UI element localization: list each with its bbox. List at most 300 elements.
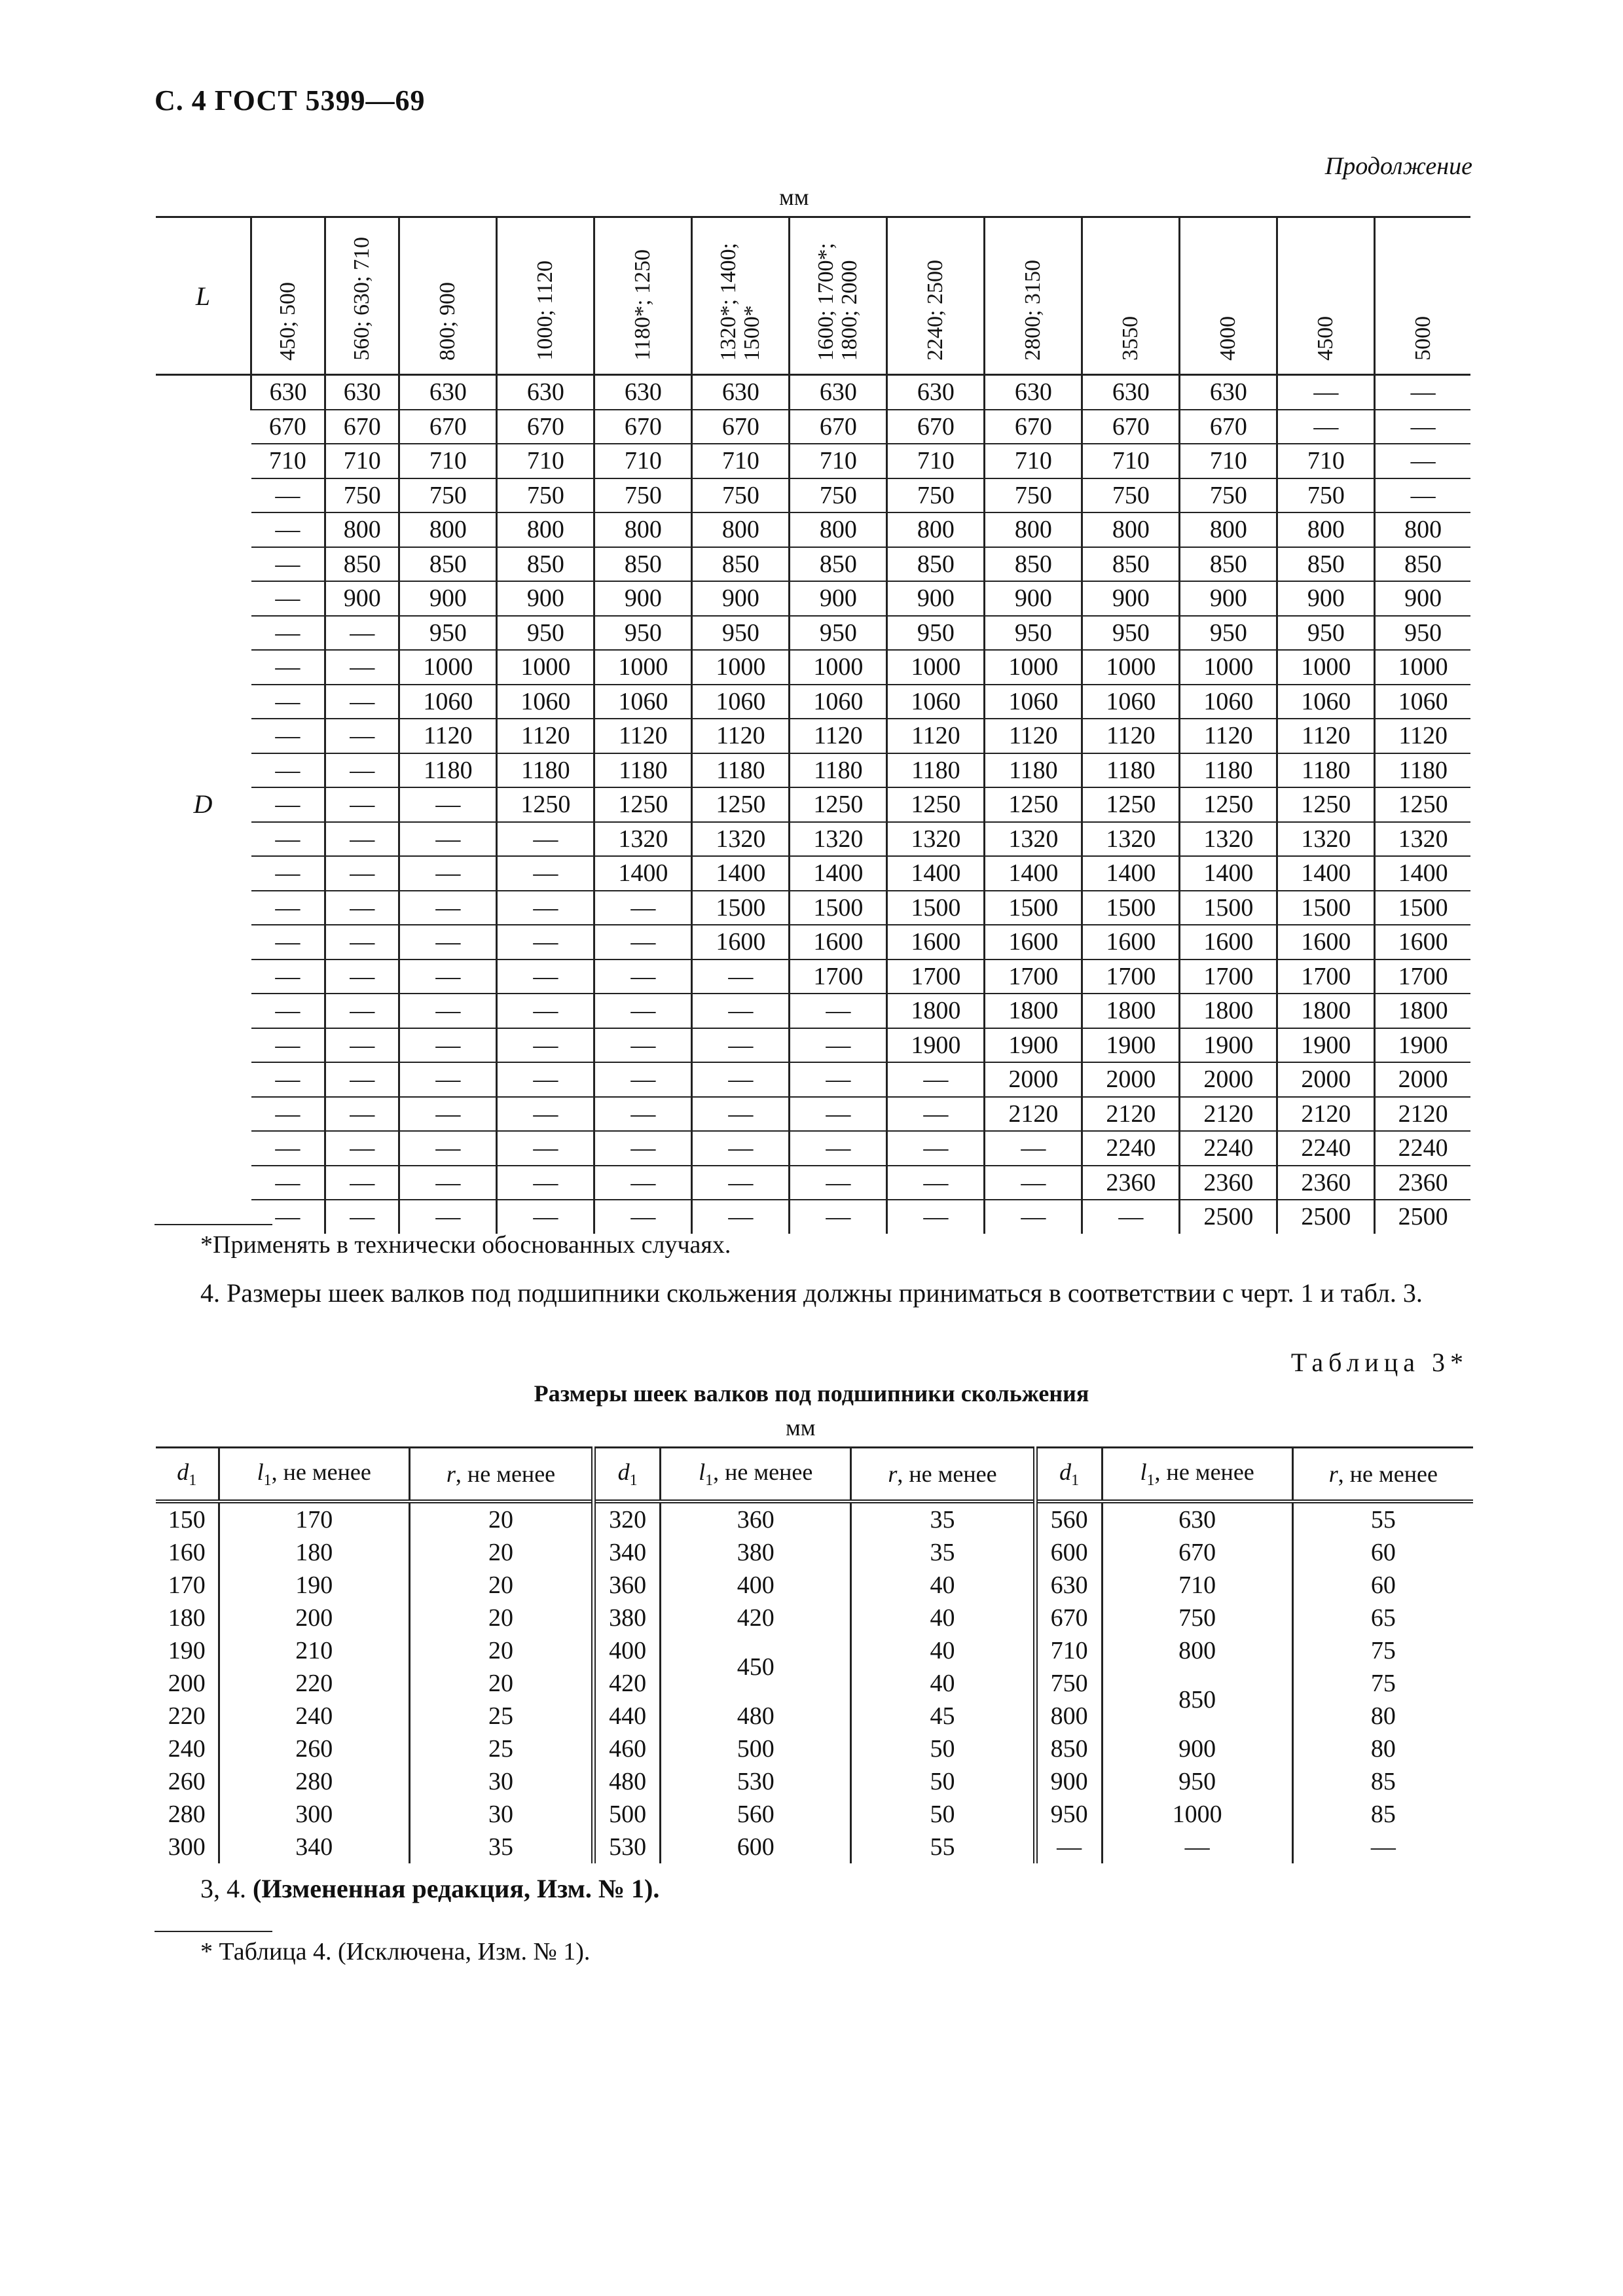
table-row bbox=[156, 1569, 1473, 1602]
table-cell: — bbox=[399, 925, 497, 960]
table-cell: 1120 bbox=[1277, 719, 1375, 753]
table-cell: 670 bbox=[1035, 1602, 1102, 1634]
table-cell: — bbox=[325, 719, 399, 753]
table-cell: — bbox=[251, 547, 325, 582]
table-cell: — bbox=[1375, 444, 1470, 478]
table-cell: 710 bbox=[1102, 1569, 1292, 1602]
table-cell: 80 bbox=[1292, 1732, 1473, 1765]
table-cell: 750 bbox=[1035, 1667, 1102, 1700]
table-cell: — bbox=[985, 1166, 1082, 1200]
table-cell: — bbox=[497, 925, 594, 960]
table-cell: 1180 bbox=[1082, 753, 1180, 788]
column-header-L bbox=[985, 217, 1082, 375]
table-cell: — bbox=[399, 1131, 497, 1166]
table-cell: 850 bbox=[1102, 1667, 1292, 1732]
table-cell: 85 bbox=[1292, 1765, 1473, 1798]
table-cell: — bbox=[325, 1131, 399, 1166]
table-cell: 25 bbox=[409, 1732, 593, 1765]
table-cell: 1000 bbox=[887, 650, 985, 685]
table-cell: 1250 bbox=[887, 787, 985, 822]
table-cell: 340 bbox=[594, 1536, 661, 1569]
column-header-L bbox=[692, 217, 790, 375]
table-cell: 900 bbox=[1277, 581, 1375, 616]
table-cell: — bbox=[251, 822, 325, 857]
table-cell: 850 bbox=[1375, 547, 1470, 582]
table-cell: — bbox=[497, 1028, 594, 1063]
table-cell: 20 bbox=[409, 1634, 593, 1667]
table-row bbox=[156, 1798, 1473, 1831]
table-cell: 2500 bbox=[1277, 1200, 1375, 1234]
table-cell: 35 bbox=[851, 1536, 1035, 1569]
table-cell: — bbox=[325, 891, 399, 925]
table-cell: 1250 bbox=[985, 787, 1082, 822]
table-cell: 1500 bbox=[985, 891, 1082, 925]
table-cell: 500 bbox=[661, 1732, 851, 1765]
table-cell: 1060 bbox=[594, 685, 692, 719]
header-r: r, не менее bbox=[1292, 1448, 1473, 1502]
table-cell: 850 bbox=[1180, 547, 1277, 582]
table-cell: 1000 bbox=[594, 650, 692, 685]
table-row bbox=[156, 650, 1470, 685]
table-cell: 200 bbox=[168, 1670, 206, 1697]
table-cell: 480 bbox=[661, 1700, 851, 1732]
table-cell: — bbox=[1292, 1831, 1473, 1863]
column-header-text: 1320*; 1400; 1500* bbox=[716, 242, 765, 361]
column-header-L bbox=[251, 217, 325, 375]
table-cell: — bbox=[1375, 478, 1470, 513]
table-cell: — bbox=[399, 994, 497, 1028]
table-cell: — bbox=[1082, 1200, 1180, 1234]
column-header-text: 4500 bbox=[1313, 316, 1338, 361]
table-cell: 750 bbox=[1082, 478, 1180, 513]
table-cell: 950 bbox=[692, 616, 790, 651]
table-cell: — bbox=[790, 1028, 887, 1063]
table-cell: 900 bbox=[985, 581, 1082, 616]
table-cell: — bbox=[692, 1097, 790, 1132]
table-cell: 1700 bbox=[1180, 960, 1277, 994]
table-cell: 1800 bbox=[1375, 994, 1470, 1028]
column-header-text: 450; 500 bbox=[276, 282, 301, 361]
header-l1: $l_1$, не менее bbox=[219, 1448, 409, 1502]
table-cell: 220 bbox=[168, 1702, 206, 1730]
table-cell: — bbox=[1035, 1831, 1102, 1863]
table-row bbox=[156, 375, 1470, 410]
table-cell: 30 bbox=[409, 1765, 593, 1798]
table-cell: — bbox=[594, 1131, 692, 1166]
table-row bbox=[156, 925, 1470, 960]
table-cell: 1400 bbox=[1082, 856, 1180, 891]
table-cell: 1000 bbox=[1102, 1798, 1292, 1831]
header-l1: $l_1$, не менее bbox=[1102, 1448, 1292, 1502]
table-cell: 1180 bbox=[594, 753, 692, 788]
table-cell: — bbox=[251, 1028, 325, 1063]
table-cell: 1000 bbox=[692, 650, 790, 685]
table-cell: 800 bbox=[1375, 512, 1470, 547]
table-cell: 150 bbox=[168, 1506, 206, 1534]
table-cell: 1600 bbox=[790, 925, 887, 960]
table-cell: 1060 bbox=[1375, 685, 1470, 719]
table-cell: — bbox=[985, 1131, 1082, 1166]
column-header-L bbox=[1277, 217, 1375, 375]
table-cell: 180 bbox=[168, 1604, 206, 1632]
column-header-text: 2240; 2500 bbox=[923, 260, 948, 361]
table-cell: — bbox=[325, 994, 399, 1028]
table-cell: 2500 bbox=[1180, 1200, 1277, 1234]
table-cell: 2000 bbox=[985, 1062, 1082, 1097]
table-cell: 850 bbox=[399, 547, 497, 582]
table-cell: 1060 bbox=[1277, 685, 1375, 719]
table-cell: 1700 bbox=[1375, 960, 1470, 994]
table-row bbox=[156, 1602, 1473, 1634]
table-cell: 1700 bbox=[790, 960, 887, 994]
table-cell: 1060 bbox=[692, 685, 790, 719]
table-cell: 320 bbox=[594, 1501, 661, 1536]
table-row bbox=[156, 960, 1470, 994]
table-cell: 200 bbox=[219, 1602, 409, 1634]
column-header-L bbox=[1082, 217, 1180, 375]
table-cell: 1600 bbox=[1082, 925, 1180, 960]
table-cell: 80 bbox=[1292, 1700, 1473, 1732]
table-cell: — bbox=[594, 925, 692, 960]
table-row bbox=[156, 1166, 1470, 1200]
row-label-D: D bbox=[193, 789, 213, 819]
table-cell: — bbox=[251, 856, 325, 891]
table-cell: 2000 bbox=[1375, 1062, 1470, 1097]
table2-header-row bbox=[156, 217, 1470, 375]
table-cell: 950 bbox=[399, 616, 497, 651]
table-row bbox=[156, 822, 1470, 857]
table-cell: 900 bbox=[594, 581, 692, 616]
table-cell: — bbox=[251, 925, 325, 960]
table-cell: 750 bbox=[1102, 1602, 1292, 1634]
table-cell: 1000 bbox=[1180, 650, 1277, 685]
table-cell: 850 bbox=[887, 547, 985, 582]
table-cell: 800 bbox=[692, 512, 790, 547]
table-cell: — bbox=[325, 1062, 399, 1097]
table-cell: 1600 bbox=[985, 925, 1082, 960]
footnote2-divider bbox=[155, 1931, 272, 1932]
table-cell: 600 bbox=[661, 1831, 851, 1863]
table-cell: — bbox=[251, 891, 325, 925]
table-cell: 75 bbox=[1292, 1667, 1473, 1700]
table-cell: 800 bbox=[1180, 512, 1277, 547]
table-cell: 750 bbox=[497, 478, 594, 513]
table-cell: — bbox=[251, 753, 325, 788]
table-cell: — bbox=[692, 1200, 790, 1234]
table-cell: 60 bbox=[1292, 1536, 1473, 1569]
table-cell: 1250 bbox=[1277, 787, 1375, 822]
table-cell: — bbox=[399, 787, 497, 822]
table-cell: 710 bbox=[325, 444, 399, 478]
table-cell: — bbox=[594, 1166, 692, 1200]
table-cell: 50 bbox=[851, 1765, 1035, 1798]
table-cell: 560 bbox=[661, 1798, 851, 1831]
table-cell: 1600 bbox=[887, 925, 985, 960]
table-cell: 1320 bbox=[790, 822, 887, 857]
table-cell: 60 bbox=[1292, 1569, 1473, 1602]
table-cell: 1180 bbox=[985, 753, 1082, 788]
table-cell: 800 bbox=[1082, 512, 1180, 547]
table-cell: 750 bbox=[594, 478, 692, 513]
table-cell: 850 bbox=[1082, 547, 1180, 582]
table-cell: 380 bbox=[594, 1602, 661, 1634]
table-cell: 1180 bbox=[1375, 753, 1470, 788]
table-cell: 800 bbox=[497, 512, 594, 547]
table-cell: 360 bbox=[594, 1569, 661, 1602]
table-cell: — bbox=[399, 822, 497, 857]
table-cell: 20 bbox=[409, 1569, 593, 1602]
table-cell: 630 bbox=[497, 375, 594, 410]
table-cell: — bbox=[251, 478, 325, 513]
table-cell: 800 bbox=[399, 512, 497, 547]
table-cell: 2120 bbox=[1180, 1097, 1277, 1132]
table-cell: 2240 bbox=[1180, 1131, 1277, 1166]
table-cell: — bbox=[497, 994, 594, 1028]
table-cell: — bbox=[1375, 410, 1470, 444]
column-header-text: 800; 900 bbox=[435, 282, 460, 361]
table-cell: — bbox=[790, 1097, 887, 1132]
table-cell: 710 bbox=[251, 444, 325, 478]
table-cell: 750 bbox=[790, 478, 887, 513]
table-cell: — bbox=[497, 1097, 594, 1132]
table3 bbox=[156, 1446, 1473, 1863]
table-cell: — bbox=[1277, 375, 1375, 410]
table-cell: 1700 bbox=[887, 960, 985, 994]
table-cell: 2000 bbox=[1180, 1062, 1277, 1097]
table-cell: — bbox=[497, 822, 594, 857]
table-cell: 1250 bbox=[594, 787, 692, 822]
table-cell: 630 bbox=[692, 375, 790, 410]
paragraph-4: 4. Размеры шеек валков под подшипники скольжения должны приниматься в соответствии с черт. 1 и табл. 3. bbox=[200, 1278, 1423, 1308]
table-cell: 1400 bbox=[1180, 856, 1277, 891]
page-header: С. 4 ГОСТ 5399—69 bbox=[155, 84, 426, 117]
table-cell: — bbox=[887, 1062, 985, 1097]
table-cell: 1180 bbox=[1180, 753, 1277, 788]
table-cell: — bbox=[251, 685, 325, 719]
table-cell: 1180 bbox=[692, 753, 790, 788]
table-cell: 1250 bbox=[790, 787, 887, 822]
table-cell: — bbox=[497, 960, 594, 994]
table-cell: 850 bbox=[790, 547, 887, 582]
table-cell: 35 bbox=[851, 1501, 1035, 1536]
table-cell: 670 bbox=[399, 410, 497, 444]
table-cell: 1320 bbox=[594, 822, 692, 857]
table-cell: 55 bbox=[851, 1831, 1035, 1863]
table-cell: 950 bbox=[1277, 616, 1375, 651]
table-row bbox=[156, 616, 1470, 651]
column-header-text: 1000; 1120 bbox=[533, 260, 558, 361]
table-row bbox=[156, 547, 1470, 582]
table-cell: — bbox=[692, 1166, 790, 1200]
table4-footnote: * Таблица 4. (Исключена, Изм. № 1). bbox=[200, 1938, 591, 1965]
column-header-text: 1600; 1700*; 1800; 2000 bbox=[814, 242, 862, 361]
table-cell: 420 bbox=[661, 1602, 851, 1634]
table-cell: 670 bbox=[251, 410, 325, 444]
table-cell: — bbox=[594, 994, 692, 1028]
table-cell: 450 bbox=[661, 1634, 851, 1700]
table-cell: — bbox=[985, 1200, 1082, 1234]
table-cell: 630 bbox=[594, 375, 692, 410]
table-row bbox=[156, 581, 1470, 616]
table-cell: — bbox=[692, 960, 790, 994]
table-cell: 1120 bbox=[1180, 719, 1277, 753]
table-row bbox=[156, 1732, 1473, 1765]
table-cell: — bbox=[594, 1028, 692, 1063]
row-label-L: L bbox=[156, 217, 251, 375]
table-cell: 360 bbox=[661, 1501, 851, 1536]
table-cell: 1500 bbox=[1277, 891, 1375, 925]
table-cell: 710 bbox=[887, 444, 985, 478]
table-cell: 460 bbox=[594, 1732, 661, 1765]
table-cell: — bbox=[325, 1200, 399, 1234]
column-header-text: 560; 630; 710 bbox=[350, 237, 374, 361]
table-cell: 55 bbox=[1292, 1501, 1473, 1536]
table-cell: 1500 bbox=[790, 891, 887, 925]
table-cell: 1700 bbox=[1082, 960, 1180, 994]
table-cell: 1400 bbox=[692, 856, 790, 891]
table-row bbox=[156, 891, 1470, 925]
table-row bbox=[156, 787, 1470, 822]
table-cell: 900 bbox=[887, 581, 985, 616]
table-cell: 1320 bbox=[985, 822, 1082, 857]
table-row bbox=[156, 753, 1470, 788]
table-cell: 1800 bbox=[1180, 994, 1277, 1028]
table-cell: — bbox=[887, 1097, 985, 1132]
table-cell: 20 bbox=[409, 1602, 593, 1634]
table3-body bbox=[156, 1501, 1473, 1863]
table-cell: 670 bbox=[594, 410, 692, 444]
table-cell: — bbox=[251, 1097, 325, 1132]
table-cell: 710 bbox=[399, 444, 497, 478]
table-cell: — bbox=[594, 1200, 692, 1234]
table-cell: 710 bbox=[692, 444, 790, 478]
table-cell: 800 bbox=[1035, 1700, 1102, 1732]
table-cell: — bbox=[325, 1097, 399, 1132]
table-cell: 160 bbox=[168, 1539, 206, 1566]
table-cell: — bbox=[325, 822, 399, 857]
table-cell: 900 bbox=[1180, 581, 1277, 616]
table-row bbox=[156, 719, 1470, 753]
table-cell: 50 bbox=[851, 1732, 1035, 1765]
column-header-text: 4000 bbox=[1216, 316, 1241, 361]
column-header-L bbox=[1180, 217, 1277, 375]
table-cell: 900 bbox=[399, 581, 497, 616]
table-cell: 850 bbox=[594, 547, 692, 582]
table-cell: — bbox=[497, 1200, 594, 1234]
table-cell: 750 bbox=[887, 478, 985, 513]
table-cell: — bbox=[275, 1203, 301, 1231]
table-cell: 1320 bbox=[1375, 822, 1470, 857]
table2 bbox=[156, 216, 1470, 1234]
table-cell: 600 bbox=[1035, 1536, 1102, 1569]
table-cell: — bbox=[325, 753, 399, 788]
table-cell: 75 bbox=[1292, 1634, 1473, 1667]
table-cell: 420 bbox=[594, 1667, 661, 1700]
table-cell: 2360 bbox=[1375, 1166, 1470, 1200]
table-cell: — bbox=[251, 1166, 325, 1200]
table-cell: — bbox=[1375, 375, 1470, 410]
table-cell: 900 bbox=[325, 581, 399, 616]
table-cell: 260 bbox=[219, 1732, 409, 1765]
table-cell: 800 bbox=[985, 512, 1082, 547]
header-d1: $d_1$ bbox=[1035, 1448, 1102, 1502]
table-cell: 1500 bbox=[1375, 891, 1470, 925]
table-cell: 1250 bbox=[692, 787, 790, 822]
table-cell: 1400 bbox=[887, 856, 985, 891]
table-cell: 1120 bbox=[692, 719, 790, 753]
table-cell: 2000 bbox=[1082, 1062, 1180, 1097]
table-row bbox=[156, 410, 1470, 444]
amendment-text: (Измененная редакция, Изм. № 1). bbox=[253, 1874, 660, 1903]
table-cell: 40 bbox=[851, 1667, 1035, 1700]
table-cell: — bbox=[790, 1131, 887, 1166]
table-cell: 1120 bbox=[399, 719, 497, 753]
table-cell: 300 bbox=[168, 1833, 206, 1861]
table-cell: 710 bbox=[594, 444, 692, 478]
table-row bbox=[156, 1765, 1473, 1798]
table-cell: 1500 bbox=[692, 891, 790, 925]
table3-label: Таблица 3* bbox=[1290, 1348, 1468, 1377]
table-cell: 950 bbox=[1082, 616, 1180, 651]
table-cell: 180 bbox=[219, 1536, 409, 1569]
table-cell: 850 bbox=[692, 547, 790, 582]
table-cell: 170 bbox=[219, 1501, 409, 1536]
table-cell: — bbox=[251, 960, 325, 994]
table-cell: 1800 bbox=[1082, 994, 1180, 1028]
table-cell: 1180 bbox=[399, 753, 497, 788]
header-d1: $d_1$ bbox=[156, 1448, 219, 1502]
table-cell: 1900 bbox=[887, 1028, 985, 1063]
table-cell: 1000 bbox=[1277, 650, 1375, 685]
table-cell: 480 bbox=[594, 1765, 661, 1798]
table-cell: — bbox=[497, 1166, 594, 1200]
table-cell: — bbox=[399, 1200, 497, 1234]
table-cell: 1000 bbox=[399, 650, 497, 685]
table-cell: 1600 bbox=[692, 925, 790, 960]
table-cell: 300 bbox=[219, 1798, 409, 1831]
table-cell: 630 bbox=[985, 375, 1082, 410]
table-cell: 750 bbox=[1277, 478, 1375, 513]
table-row bbox=[156, 1831, 1473, 1863]
table-cell: 710 bbox=[790, 444, 887, 478]
table-row bbox=[156, 1200, 1470, 1234]
header-r: r, не менее bbox=[409, 1448, 593, 1502]
table-cell: 1500 bbox=[1180, 891, 1277, 925]
table-cell: 2360 bbox=[1082, 1166, 1180, 1200]
table-cell: — bbox=[399, 1028, 497, 1063]
table-cell: 400 bbox=[594, 1634, 661, 1667]
table-cell: — bbox=[692, 1028, 790, 1063]
table-cell: 45 bbox=[851, 1700, 1035, 1732]
table-cell: 1400 bbox=[1375, 856, 1470, 891]
table3-header-row bbox=[156, 1448, 1473, 1502]
table-cell: 1800 bbox=[1277, 994, 1375, 1028]
table-cell: — bbox=[251, 616, 325, 651]
table-row bbox=[156, 1536, 1473, 1569]
table-cell: 630 bbox=[887, 375, 985, 410]
table-row bbox=[156, 856, 1470, 891]
table-cell: — bbox=[399, 1097, 497, 1132]
table-cell: 800 bbox=[1102, 1634, 1292, 1667]
table-cell: 35 bbox=[409, 1831, 593, 1863]
table2-body bbox=[156, 375, 1470, 1234]
table-cell: 670 bbox=[692, 410, 790, 444]
table-cell: 950 bbox=[1375, 616, 1470, 651]
table-cell: — bbox=[497, 1062, 594, 1097]
table-cell: 1700 bbox=[1277, 960, 1375, 994]
table-cell: 1060 bbox=[1180, 685, 1277, 719]
table-cell: 710 bbox=[1082, 444, 1180, 478]
